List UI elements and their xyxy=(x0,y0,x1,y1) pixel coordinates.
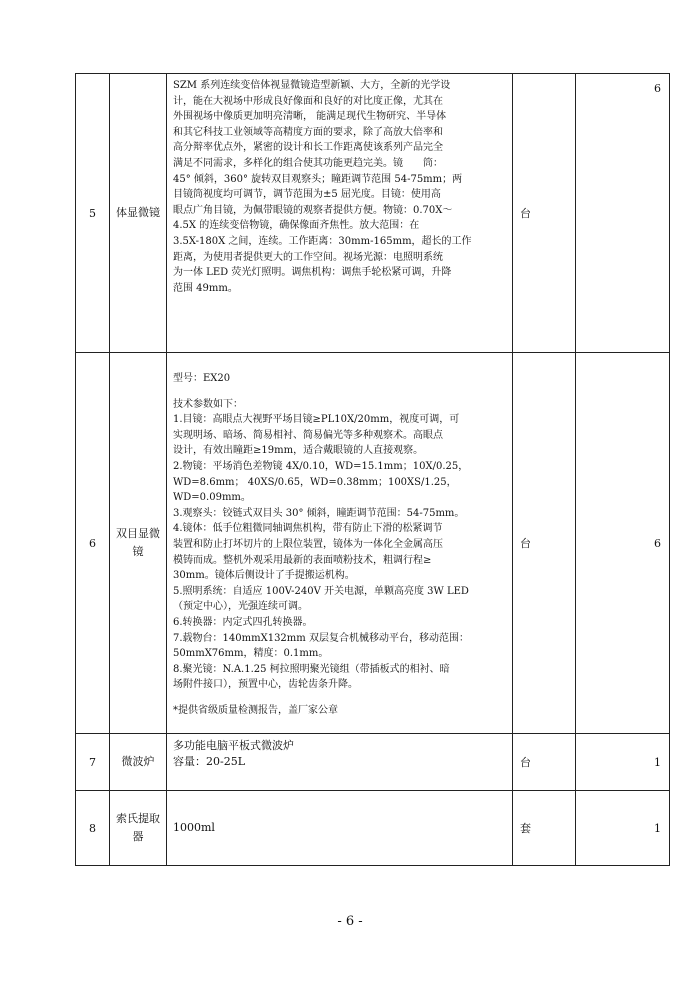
item-name-lines xyxy=(110,204,166,222)
desc-line: 1000ml xyxy=(173,821,215,835)
desc-line: 4.5X 的连续变倍物镜，确保像面齐焦性。放大范围：在 xyxy=(173,220,420,232)
param-line: 5.照明系统：自适应 100V-240V 开关电源，单颗高亮度 3W LED xyxy=(173,585,469,597)
item-quantity: 1 xyxy=(576,791,670,866)
page-number: - 6 - xyxy=(337,914,363,929)
desc-line: SZM 系列连续变倍体视显微镜造型新颖、大方，全新的光学设 xyxy=(173,80,451,91)
desc-line: 45° 倾斜，360° 旋转双目观察头；瞳距调节范围 54-75mm；两 xyxy=(173,173,463,185)
param-line: 场附件接口），预置中心，齿轮齿条升降。 xyxy=(173,679,358,691)
item-description xyxy=(167,353,513,734)
param-line: 7.载物台：140mmX132mm 双层复合机械移动平台，移动范围： xyxy=(173,632,469,644)
item-description xyxy=(167,734,513,791)
param-line: 设计，有效出瞳距≥19mm，适合戴眼镜的人直接观察。 xyxy=(173,445,424,457)
desc-line: 和其它科技工业领域等高精度方面的要求，除了高放大倍率和 xyxy=(173,126,443,138)
item-name xyxy=(110,734,167,791)
spacer xyxy=(173,693,506,703)
item-name xyxy=(110,791,167,866)
desc-line: 眼点广角目镜，为佩带眼镜的观察者提供方便。物镜：0.70X～ xyxy=(173,204,453,216)
desc-line: 范围 49mm。 xyxy=(173,282,238,294)
item-name-line: 镜 xyxy=(132,545,144,558)
param-line: 4.镜体：低手位粗微同轴调焦机构，带有防止下滑的松紧调节 xyxy=(173,523,443,535)
desc-line: 目镜筒视度均可调节，调节范围为±5 屈光度。目镜：使用高 xyxy=(173,189,441,201)
item-quantity: 1 xyxy=(576,734,670,791)
param-line: 2.物镜：平场消色差物镜 4X/0.10，WD=15.1mm；10X/0.25， xyxy=(173,460,469,472)
param-line: 装置和防止打坏切片的上限位装置，镜体为一体化全金属高压 xyxy=(173,538,443,550)
item-name-line: 体显微镜 xyxy=(116,206,160,219)
item-name-lines xyxy=(110,810,166,846)
desc-line: 多功能电脑平板式微波炉 xyxy=(173,739,294,752)
item-number: 8 xyxy=(76,791,110,866)
param-line: 实现明场、暗场、简易相衬、简易偏光等多种观察术。高眼点 xyxy=(173,429,443,441)
item-name-lines xyxy=(110,525,166,561)
item-name-lines xyxy=(110,753,166,771)
params-title: 技术参数如下： xyxy=(173,398,243,410)
item-name-line: 器 xyxy=(132,830,144,843)
item-name-line: 双目显微 xyxy=(116,527,160,540)
param-line: 50mmX76mm，精度：0.1mm。 xyxy=(173,648,329,660)
desc-line: 外围视场中像质更加明亮清晰， 能满足现代生物研究、半导体 xyxy=(173,111,447,123)
desc-line: 计，能在大视场中形成良好像面和良好的对比度正像，尤其在 xyxy=(173,95,443,107)
desc-line: 为一体 LED 荧光灯照明。调焦机构：调焦手轮松紧可调，升降 xyxy=(173,267,452,279)
item-name xyxy=(110,353,167,734)
item-description xyxy=(167,74,513,353)
item-number: 6 xyxy=(76,353,110,734)
spacer xyxy=(173,387,506,397)
table-row xyxy=(76,353,670,734)
item-number: 5 xyxy=(76,74,110,353)
desc-line: 3.5X-180X 之间，连续。工作距离：30mm-165mm，超长的工作 xyxy=(173,235,472,247)
item-quantity: 6 xyxy=(576,353,670,734)
param-line: 6.转换器：内定式四孔转换器。 xyxy=(173,616,313,628)
desc-line: 满足不同需求，多样化的组合使其功能更趋完美。镜 筒： xyxy=(173,157,443,169)
param-line: 1.目镜：高眼点大视野平场目镜≥PL10X/20mm，视度可调，可 xyxy=(173,414,460,426)
model-label: 型号：EX20 xyxy=(173,373,231,384)
param-line: 模铸而成。整机外观采用最新的表面喷粉技术，粗调行程≥ xyxy=(173,554,432,566)
item-number: 7 xyxy=(76,734,110,791)
param-line: 30mm。镜体后侧设计了手提搬运机构。 xyxy=(173,570,355,582)
desc-line: 容量：20-25L xyxy=(173,755,246,768)
table-row xyxy=(76,74,670,353)
param-line: WD=8.6mm； 40XS/0.65，WD=0.38mm；100XS/1.25，WD=0.09mm。 xyxy=(173,476,457,504)
table-row xyxy=(76,791,670,866)
desc-line: 距离，为使用者提供更大的工作空间。视场光源：电照明系统 xyxy=(173,251,443,263)
equipment-spec-table xyxy=(75,73,670,866)
item-unit: 台 xyxy=(513,353,576,734)
item-name-line: 索氏提取 xyxy=(116,812,160,825)
item-name-line: 微波炉 xyxy=(121,755,155,768)
param-line: （预定中心），光强连续可调。 xyxy=(173,601,308,613)
item-quantity: 6 xyxy=(576,74,670,353)
item-unit: 台 xyxy=(513,74,576,353)
desc-line: 高分辩率优点外，紧密的设计和长工作距离使该系列产品完全 xyxy=(173,142,443,154)
item-unit: 套 xyxy=(513,791,576,866)
item-description xyxy=(167,791,513,866)
item-name xyxy=(110,74,167,353)
table-row xyxy=(76,734,670,791)
quality-note: *提供省级质量检测报告，盖厂家公章 xyxy=(173,704,338,716)
item-unit: 台 xyxy=(513,734,576,791)
param-line: 3.观察头：铰链式双目头 30° 倾斜，瞳距调节范围：54-75mm。 xyxy=(173,507,465,519)
param-line: 8.聚光镜：N.A.1.25 柯拉照明聚光镜组（带插板式的相衬、暗 xyxy=(173,663,450,675)
